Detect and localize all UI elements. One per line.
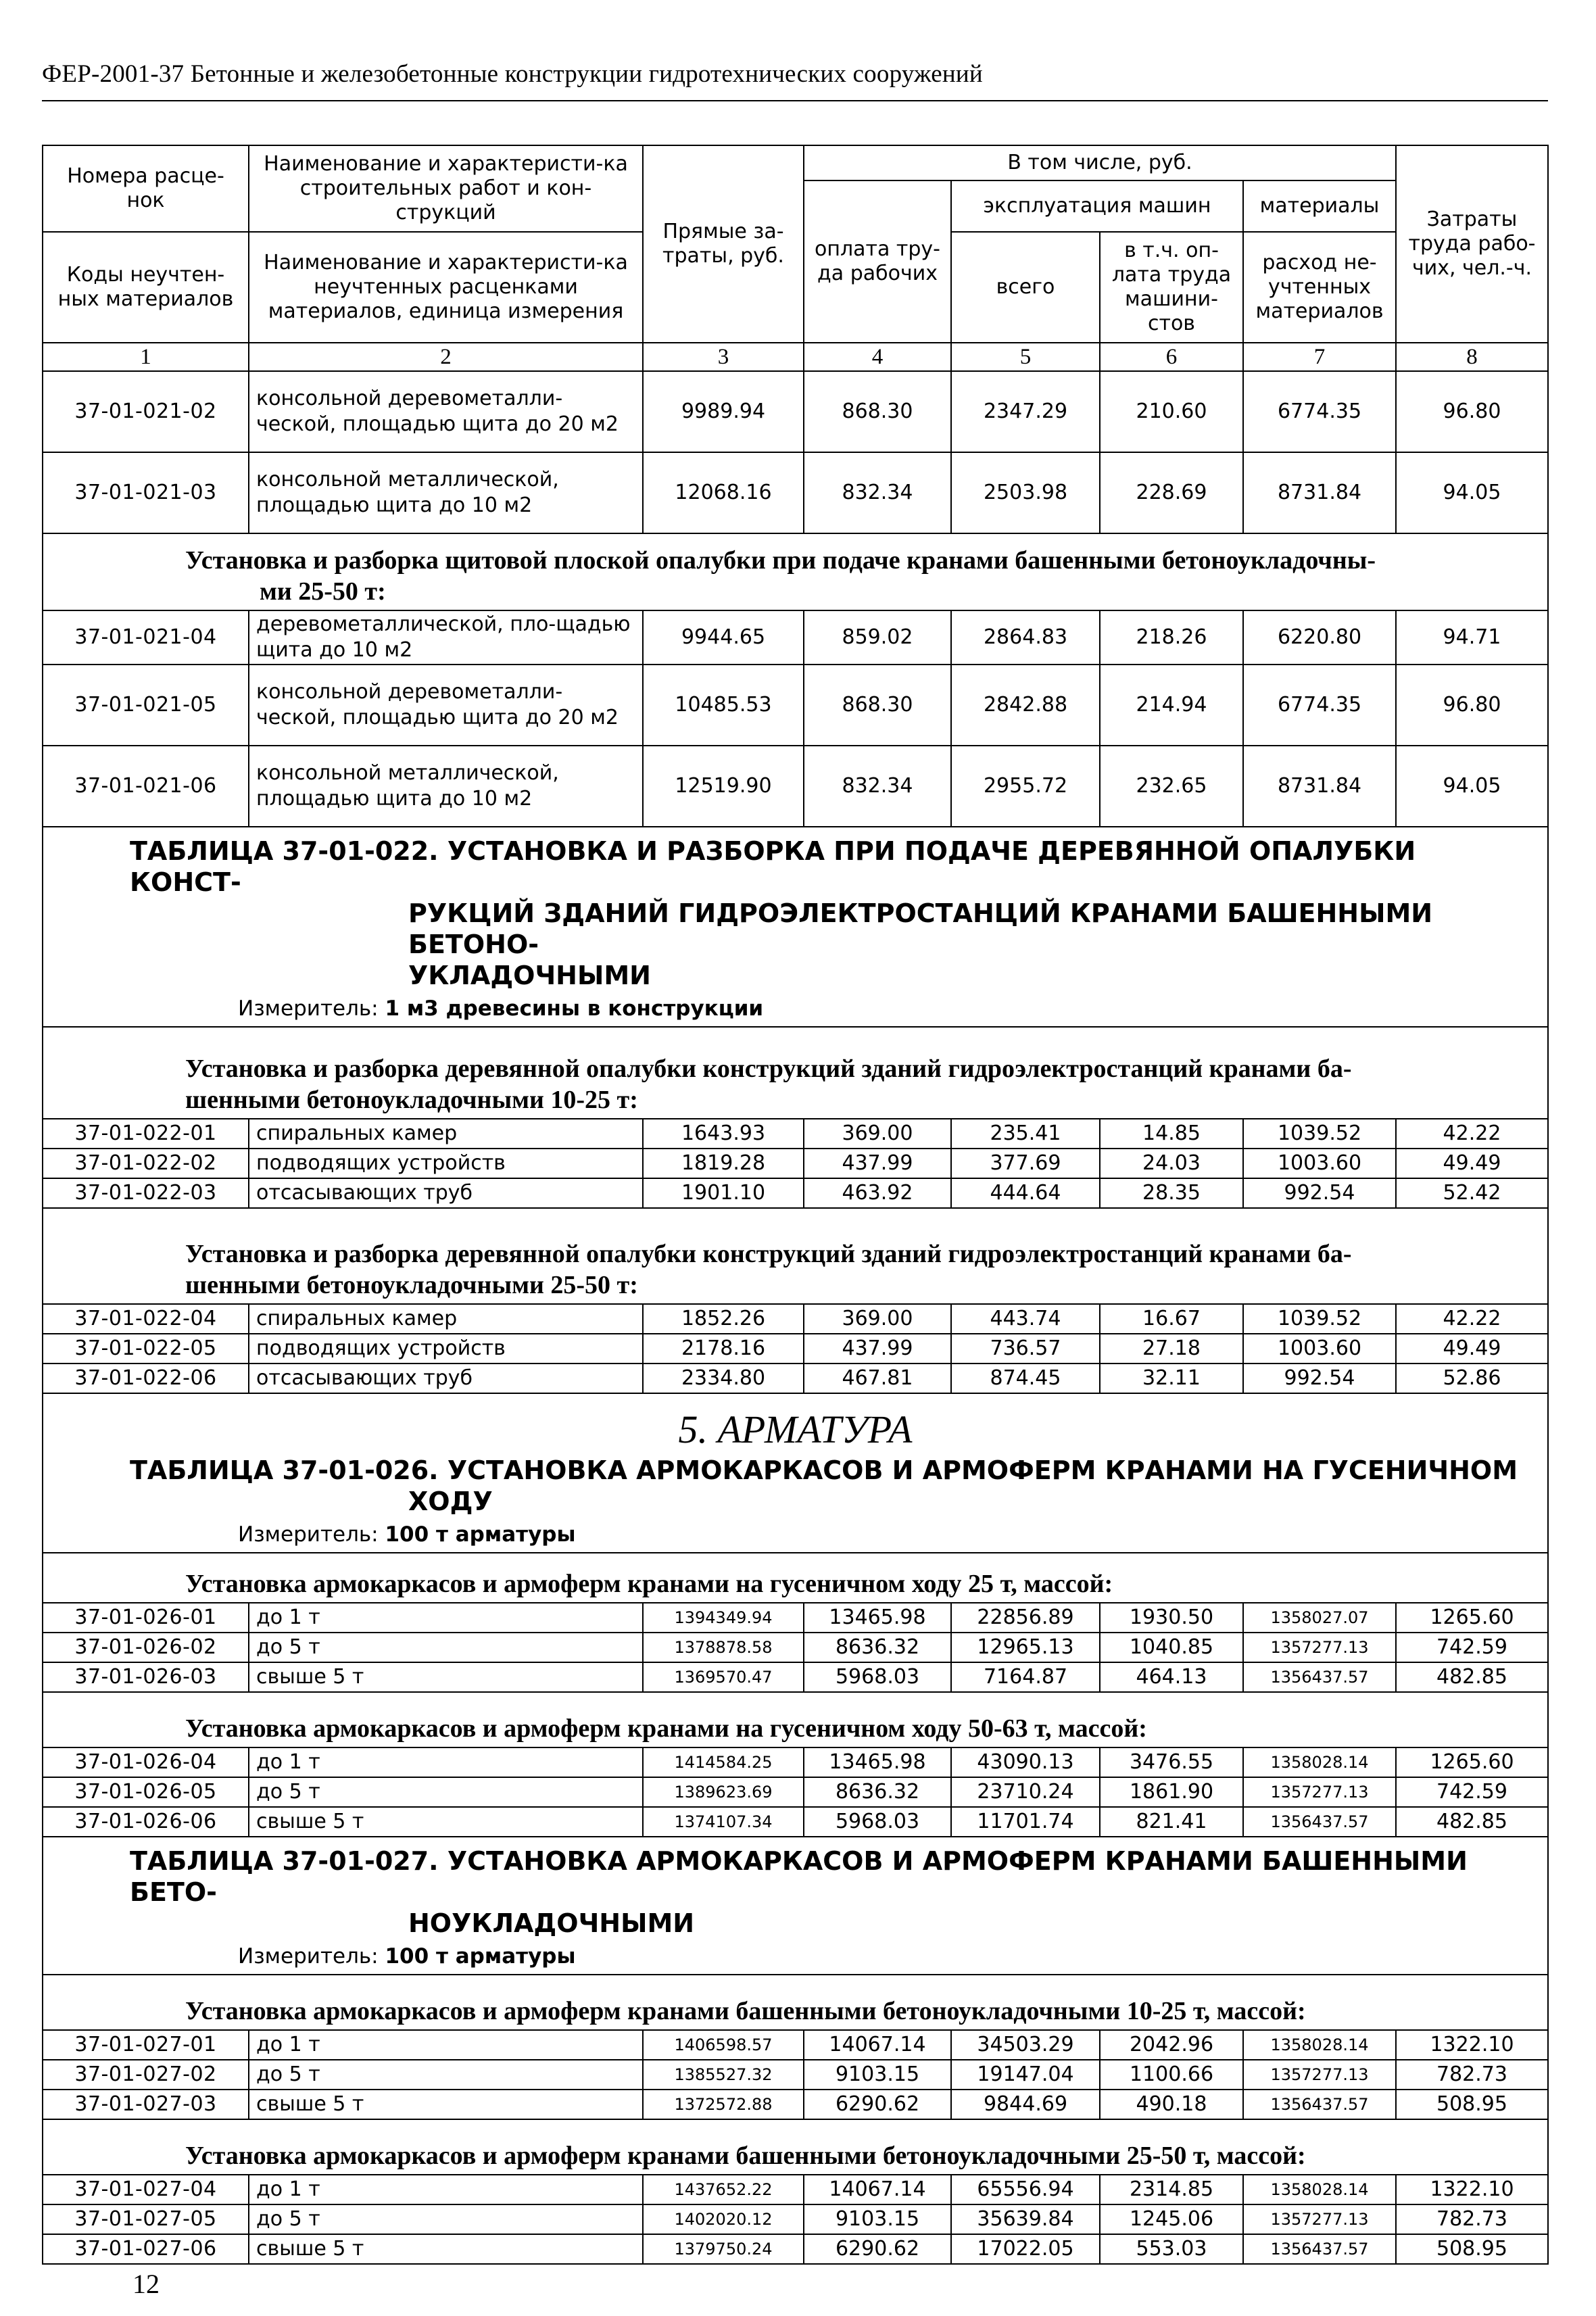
table-row	[43, 1119, 1548, 1149]
direct-cost: 1378878.58	[643, 1633, 804, 1662]
column-number: 2	[249, 343, 643, 371]
machines-cost: 874.45	[951, 1364, 1100, 1393]
materials-cost: 1357277.13	[1243, 2204, 1396, 2234]
table-measure	[130, 995, 1534, 1022]
labor-cost: 369.00	[804, 1304, 951, 1334]
materials-cost: 1357277.13	[1243, 1633, 1396, 1662]
direct-cost: 1374107.34	[643, 1807, 804, 1837]
materials-cost: 6774.35	[1243, 665, 1396, 746]
section-heading-line: шенными бетоноукладочными 25-50 т:	[185, 1271, 638, 1299]
work-name: до 1 т	[249, 1747, 643, 1777]
operators-cost: 214.94	[1100, 665, 1243, 746]
direct-cost: 1437652.22	[643, 2175, 804, 2204]
labor-cost: 13465.98	[804, 1747, 951, 1777]
operators-cost: 24.03	[1100, 1149, 1243, 1178]
table-measure	[130, 1943, 1534, 1970]
machines-cost: 736.57	[951, 1334, 1100, 1364]
machines-cost: 444.64	[951, 1178, 1100, 1208]
direct-cost: 1406598.57	[643, 2030, 804, 2060]
rate-code: 37-01-026-01	[43, 1603, 249, 1633]
col-header-hours: Затраты труда рабо-чих, чел.-ч.	[1396, 145, 1548, 343]
direct-cost: 1852.26	[643, 1304, 804, 1334]
table-row	[43, 2234, 1548, 2264]
column-number: 8	[1396, 343, 1548, 371]
materials-cost: 1039.52	[1243, 1119, 1396, 1149]
work-name: свыше 5 т	[249, 2234, 643, 2264]
rate-code: 37-01-021-02	[43, 371, 249, 452]
operators-cost: 27.18	[1100, 1334, 1243, 1364]
measure-value: 1 м3 древесины в конструкции	[385, 996, 764, 1021]
col-header-direct: Прямые за-траты, руб.	[643, 145, 804, 343]
labor-hours: 508.95	[1396, 2090, 1548, 2119]
operators-cost: 32.11	[1100, 1364, 1243, 1393]
labor-cost: 859.02	[804, 610, 951, 665]
measure-value: 100 т арматуры	[385, 1944, 576, 1969]
operators-cost: 553.03	[1100, 2234, 1243, 2264]
measure-label: Измеритель:	[238, 1944, 385, 1969]
table-row	[43, 1603, 1548, 1633]
labor-hours: 94.71	[1396, 610, 1548, 665]
direct-cost: 1369570.47	[643, 1662, 804, 1692]
table-row	[43, 2175, 1548, 2204]
materials-cost: 1357277.13	[1243, 1777, 1396, 1807]
materials-cost: 6220.80	[1243, 610, 1396, 665]
work-name: отсасывающих труб	[249, 1178, 643, 1208]
labor-cost: 832.34	[804, 452, 951, 533]
col-header-labor: оплата тру-да рабочих	[804, 180, 951, 343]
machines-cost: 23710.24	[951, 1777, 1100, 1807]
section-heading-022a	[43, 1027, 1548, 1119]
operators-cost: 2042.96	[1100, 2030, 1243, 2060]
labor-hours: 96.80	[1396, 371, 1548, 452]
rate-code: 37-01-022-03	[43, 1178, 249, 1208]
labor-cost: 5968.03	[804, 1807, 951, 1837]
measure-value: 100 т арматуры	[385, 1522, 576, 1547]
table-title-026	[43, 1453, 1548, 1553]
machines-cost: 235.41	[951, 1119, 1100, 1149]
labor-hours: 94.05	[1396, 452, 1548, 533]
col-header-unaccounted-codes: Коды неучтен-ных материалов	[43, 232, 249, 343]
work-name: свыше 5 т	[249, 1662, 643, 1692]
materials-cost: 1003.60	[1243, 1334, 1396, 1364]
direct-cost: 1643.93	[643, 1119, 804, 1149]
section-heading-line: ми 25-50 т:	[260, 577, 386, 606]
materials-cost: 992.54	[1243, 1364, 1396, 1393]
machines-cost: 17022.05	[951, 2234, 1100, 2264]
materials-cost: 6774.35	[1243, 371, 1396, 452]
section-heading-line: Установка и разборка щитовой плоской опалубки при подаче кранами башенными бетоноукладочны-	[185, 546, 1376, 575]
table-row	[43, 1334, 1548, 1364]
work-name: консольной деревометалли-ческой, площадью щита до 20 м2	[249, 371, 643, 452]
work-name: консольной металлической, площадью щита до 10 м2	[249, 452, 643, 533]
table-row	[43, 1747, 1548, 1777]
work-name: подводящих устройств	[249, 1334, 643, 1364]
rate-code: 37-01-027-04	[43, 2175, 249, 2204]
section-heading-027b	[43, 2119, 1548, 2175]
labor-hours: 742.59	[1396, 1633, 1548, 1662]
chapter-title: 5. АРМАТУРА	[43, 1393, 1548, 1453]
measure-label: Измеритель:	[238, 1522, 385, 1547]
table-group-021a	[43, 371, 1548, 533]
operators-cost: 1930.50	[1100, 1603, 1243, 1633]
machines-cost: 22856.89	[951, 1603, 1100, 1633]
materials-cost: 992.54	[1243, 1178, 1396, 1208]
rates-table	[42, 145, 1549, 2265]
rate-code: 37-01-021-03	[43, 452, 249, 533]
labor-hours: 52.86	[1396, 1364, 1548, 1393]
table-title-line: ТАБЛИЦА 37-01-026. УСТАНОВКА АРМОКАРКАСОВ И АРМОФЕРМ КРАНАМИ НА ГУСЕНИЧНОМ	[130, 1455, 1518, 1485]
table-row	[43, 1364, 1548, 1393]
machines-cost: 7164.87	[951, 1662, 1100, 1692]
labor-cost: 13465.98	[804, 1603, 951, 1633]
page-number: 12	[132, 2269, 160, 2299]
col-header-materials: материалы	[1243, 180, 1396, 232]
operators-cost: 1100.66	[1100, 2060, 1243, 2090]
rate-code: 37-01-027-06	[43, 2234, 249, 2264]
operators-cost: 218.26	[1100, 610, 1243, 665]
section-heading-line: Установка и разборка деревянной опалубки конструкций зданий гидроэлектростанций кранами ба-	[185, 1240, 1352, 1268]
work-name: свыше 5 т	[249, 2090, 643, 2119]
table-title-line: УКЛАДОЧНЫМИ	[408, 961, 651, 990]
materials-cost: 8731.84	[1243, 746, 1396, 827]
rate-code: 37-01-027-05	[43, 2204, 249, 2234]
table-row	[43, 2060, 1548, 2090]
labor-cost: 868.30	[804, 665, 951, 746]
labor-hours: 1322.10	[1396, 2175, 1548, 2204]
labor-cost: 5968.03	[804, 1662, 951, 1692]
table-title-line: ТАБЛИЦА 37-01-027. УСТАНОВКА АРМОКАРКАСОВ И АРМОФЕРМ КРАНАМИ БАШЕННЫМИ БЕТО-	[130, 1846, 1468, 1907]
table-group-022a	[43, 1119, 1548, 1208]
labor-cost: 437.99	[804, 1334, 951, 1364]
labor-hours: 508.95	[1396, 2234, 1548, 2264]
rate-code: 37-01-021-04	[43, 610, 249, 665]
table-group-027a	[43, 2030, 1548, 2119]
labor-cost: 369.00	[804, 1119, 951, 1149]
rate-code: 37-01-027-01	[43, 2030, 249, 2060]
table-row	[43, 2090, 1548, 2119]
table-row	[43, 1178, 1548, 1208]
rate-code: 37-01-022-01	[43, 1119, 249, 1149]
section-heading-line: Установка армокаркасов и армоферм кранами на гусеничном ходу 25 т, массой:	[185, 1570, 1113, 1598]
table-group-027b	[43, 2175, 1548, 2264]
column-number: 4	[804, 343, 951, 371]
rate-code: 37-01-022-02	[43, 1149, 249, 1178]
machines-cost: 11701.74	[951, 1807, 1100, 1837]
header-row-1	[43, 145, 1548, 180]
table-row	[43, 665, 1548, 746]
table-row	[43, 610, 1548, 665]
page-header: ФЕР-2001-37 Бетонные и железобетонные конструкции гидротехнических сооружений	[42, 60, 983, 88]
work-name: подводящих устройств	[249, 1149, 643, 1178]
table-row	[43, 1777, 1548, 1807]
materials-cost: 1357277.13	[1243, 2060, 1396, 2090]
machines-cost: 9844.69	[951, 2090, 1100, 2119]
table-group-021b	[43, 610, 1548, 827]
labor-cost: 14067.14	[804, 2030, 951, 2060]
column-number: 5	[951, 343, 1100, 371]
rate-code: 37-01-021-06	[43, 746, 249, 827]
labor-hours: 1322.10	[1396, 2030, 1548, 2060]
direct-cost: 9944.65	[643, 610, 804, 665]
operators-cost: 3476.55	[1100, 1747, 1243, 1777]
col-header-codes: Номера расце-нок	[43, 145, 249, 232]
materials-cost: 1358028.14	[1243, 1747, 1396, 1777]
col-header-unaccounted-name: Наименование и характеристи-ка неучтенных расценками материалов, единица измерения	[249, 232, 643, 343]
col-header-operators: в т.ч. оп-лата труда машини-стов	[1100, 232, 1243, 343]
work-name: деревометаллической, пло-щадью щита до 10 м2	[249, 610, 643, 665]
section-heading-026b	[43, 1692, 1548, 1747]
rate-code: 37-01-026-04	[43, 1747, 249, 1777]
materials-cost: 1358027.07	[1243, 1603, 1396, 1633]
section-heading-line: шенными бетоноукладочными 10-25 т:	[185, 1086, 638, 1114]
table-title-022	[43, 827, 1548, 1027]
machines-cost: 2864.83	[951, 610, 1100, 665]
section-heading-022b	[43, 1208, 1548, 1304]
column-number: 6	[1100, 343, 1243, 371]
work-name: до 1 т	[249, 2030, 643, 2060]
table-title-027	[43, 1837, 1548, 1975]
labor-hours: 1265.60	[1396, 1603, 1548, 1633]
work-name: до 5 т	[249, 1777, 643, 1807]
table-row	[43, 1807, 1548, 1837]
operators-cost: 16.67	[1100, 1304, 1243, 1334]
table-row	[43, 2204, 1548, 2234]
table-group-022b	[43, 1304, 1548, 1393]
direct-cost: 1819.28	[643, 1149, 804, 1178]
operators-cost: 232.65	[1100, 746, 1243, 827]
work-name: до 5 т	[249, 1633, 643, 1662]
operators-cost: 490.18	[1100, 2090, 1243, 2119]
machines-cost: 2955.72	[951, 746, 1100, 827]
work-name: спиральных камер	[249, 1119, 643, 1149]
operators-cost: 1861.90	[1100, 1777, 1243, 1807]
table-title-line: ХОДУ	[408, 1487, 493, 1516]
work-name: отсасывающих труб	[249, 1364, 643, 1393]
labor-cost: 467.81	[804, 1364, 951, 1393]
labor-hours: 94.05	[1396, 746, 1548, 827]
rate-code: 37-01-022-05	[43, 1334, 249, 1364]
direct-cost: 1414584.25	[643, 1747, 804, 1777]
header-rule	[42, 100, 1548, 101]
machines-cost: 43090.13	[951, 1747, 1100, 1777]
rate-code: 37-01-026-02	[43, 1633, 249, 1662]
work-name: до 5 т	[249, 2204, 643, 2234]
rate-code: 37-01-022-06	[43, 1364, 249, 1393]
labor-hours: 49.49	[1396, 1149, 1548, 1178]
labor-cost: 6290.62	[804, 2234, 951, 2264]
labor-cost: 6290.62	[804, 2090, 951, 2119]
operators-cost: 1040.85	[1100, 1633, 1243, 1662]
section-heading-026a	[43, 1553, 1548, 1603]
operators-cost: 2314.85	[1100, 2175, 1243, 2204]
work-name: спиральных камер	[249, 1304, 643, 1334]
machines-cost: 443.74	[951, 1304, 1100, 1334]
machines-cost: 2503.98	[951, 452, 1100, 533]
labor-cost: 14067.14	[804, 2175, 951, 2204]
labor-hours: 49.49	[1396, 1334, 1548, 1364]
direct-cost: 1389623.69	[643, 1777, 804, 1807]
section-heading-line: Установка армокаркасов и армоферм кранами башенными бетоноукладочными 25-50 т, массой:	[185, 2142, 1306, 2170]
measure-label: Измеритель:	[238, 996, 385, 1021]
direct-cost: 1402020.12	[643, 2204, 804, 2234]
labor-hours: 482.85	[1396, 1662, 1548, 1692]
direct-cost: 2178.16	[643, 1334, 804, 1364]
chapter-heading	[43, 1393, 1548, 1453]
direct-cost: 12068.16	[643, 452, 804, 533]
machines-cost: 2347.29	[951, 371, 1100, 452]
work-name: консольной деревометалли-ческой, площадью щита до 20 м2	[249, 665, 643, 746]
col-header-name: Наименование и характеристи-ка строительных работ и кон-струкций	[249, 145, 643, 232]
section-heading-line: Установка армокаркасов и армоферм кранами башенными бетоноукладочными 10-25 т, массой:	[185, 1997, 1306, 2025]
section-heading-line: Установка и разборка деревянной опалубки конструкций зданий гидроэлектростанций кранами ба-	[185, 1055, 1352, 1083]
labor-cost: 437.99	[804, 1149, 951, 1178]
operators-cost: 228.69	[1100, 452, 1243, 533]
col-header-group: В том числе, руб.	[804, 145, 1396, 180]
labor-cost: 9103.15	[804, 2060, 951, 2090]
materials-cost: 1358028.14	[1243, 2030, 1396, 2060]
labor-cost: 463.92	[804, 1178, 951, 1208]
work-name: до 1 т	[249, 1603, 643, 1633]
column-number: 3	[643, 343, 804, 371]
labor-hours: 52.42	[1396, 1178, 1548, 1208]
column-number: 7	[1243, 343, 1396, 371]
section-heading-021b	[43, 533, 1548, 610]
labor-cost: 9103.15	[804, 2204, 951, 2234]
table-row	[43, 452, 1548, 533]
direct-cost: 1379750.24	[643, 2234, 804, 2264]
direct-cost: 1385527.32	[643, 2060, 804, 2090]
table-row	[43, 1149, 1548, 1178]
labor-hours: 782.73	[1396, 2204, 1548, 2234]
machines-cost: 2842.88	[951, 665, 1100, 746]
rate-code: 37-01-027-02	[43, 2060, 249, 2090]
rate-code: 37-01-026-05	[43, 1777, 249, 1807]
machines-cost: 19147.04	[951, 2060, 1100, 2090]
machines-cost: 35639.84	[951, 2204, 1100, 2234]
materials-cost: 1356437.57	[1243, 1662, 1396, 1692]
operators-cost: 14.85	[1100, 1119, 1243, 1149]
labor-cost: 8636.32	[804, 1777, 951, 1807]
materials-cost: 1003.60	[1243, 1149, 1396, 1178]
direct-cost: 1394349.94	[643, 1603, 804, 1633]
operators-cost: 821.41	[1100, 1807, 1243, 1837]
labor-hours: 742.59	[1396, 1777, 1548, 1807]
rate-code: 37-01-026-06	[43, 1807, 249, 1837]
labor-hours: 96.80	[1396, 665, 1548, 746]
column-number: 1	[43, 343, 249, 371]
work-name: свыше 5 т	[249, 1807, 643, 1837]
materials-cost: 1356437.57	[1243, 1807, 1396, 1837]
rate-code: 37-01-022-04	[43, 1304, 249, 1334]
machines-cost: 65556.94	[951, 2175, 1100, 2204]
materials-cost: 1358028.14	[1243, 2175, 1396, 2204]
direct-cost: 12519.90	[643, 746, 804, 827]
operators-cost: 464.13	[1100, 1662, 1243, 1692]
materials-cost: 1356437.57	[1243, 2090, 1396, 2119]
table-group-026b	[43, 1747, 1548, 1837]
table-row	[43, 1304, 1548, 1334]
direct-cost: 2334.80	[643, 1364, 804, 1393]
operators-cost: 28.35	[1100, 1178, 1243, 1208]
work-name: до 1 т	[249, 2175, 643, 2204]
table-title-line: НОУКЛАДОЧНЫМИ	[408, 1908, 695, 1938]
col-header-machines: эксплуатация машин	[951, 180, 1243, 232]
col-header-machines-total: всего	[951, 232, 1100, 343]
materials-cost: 1356437.57	[1243, 2234, 1396, 2264]
section-heading-line: Установка армокаркасов и армоферм кранами на гусеничном ходу 50-63 т, массой:	[185, 1714, 1147, 1743]
machines-cost: 34503.29	[951, 2030, 1100, 2060]
rate-code: 37-01-021-05	[43, 665, 249, 746]
table-row	[43, 1662, 1548, 1692]
operators-cost: 1245.06	[1100, 2204, 1243, 2234]
section-heading-027a	[43, 1975, 1548, 2030]
materials-cost: 8731.84	[1243, 452, 1396, 533]
labor-cost: 8636.32	[804, 1633, 951, 1662]
direct-cost: 10485.53	[643, 665, 804, 746]
labor-cost: 832.34	[804, 746, 951, 827]
machines-cost: 12965.13	[951, 1633, 1100, 1662]
direct-cost: 1372572.88	[643, 2090, 804, 2119]
table-group-026a	[43, 1603, 1548, 1692]
work-name: до 5 т	[249, 2060, 643, 2090]
labor-hours: 42.22	[1396, 1119, 1548, 1149]
table-title-line: ТАБЛИЦА 37-01-022. УСТАНОВКА И РАЗБОРКА ПРИ ПОДАЧЕ ДЕРЕВЯННОЙ ОПАЛУБКИ КОНСТ-	[130, 836, 1416, 897]
work-name: консольной металлической, площадью щита до 10 м2	[249, 746, 643, 827]
rate-code: 37-01-026-03	[43, 1662, 249, 1692]
table-row	[43, 2030, 1548, 2060]
materials-cost: 1039.52	[1243, 1304, 1396, 1334]
labor-cost: 868.30	[804, 371, 951, 452]
rate-code: 37-01-027-03	[43, 2090, 249, 2119]
operators-cost: 210.60	[1100, 371, 1243, 452]
machines-cost: 377.69	[951, 1149, 1100, 1178]
col-header-unaccounted-materials: расход не-учтенных материалов	[1243, 232, 1396, 343]
table-measure	[130, 1521, 1534, 1548]
table-title-line: РУКЦИЙ ЗДАНИЙ ГИДРОЭЛЕКТРОСТАНЦИЙ КРАНАМИ БАШЕННЫМИ БЕТОНО-	[408, 898, 1433, 959]
direct-cost: 1901.10	[643, 1178, 804, 1208]
table-row	[43, 746, 1548, 827]
table-row	[43, 1633, 1548, 1662]
column-numbers-row	[43, 343, 1548, 371]
labor-hours: 482.85	[1396, 1807, 1548, 1837]
table-row	[43, 371, 1548, 452]
labor-hours: 42.22	[1396, 1304, 1548, 1334]
direct-cost: 9989.94	[643, 371, 804, 452]
labor-hours: 782.73	[1396, 2060, 1548, 2090]
labor-hours: 1265.60	[1396, 1747, 1548, 1777]
